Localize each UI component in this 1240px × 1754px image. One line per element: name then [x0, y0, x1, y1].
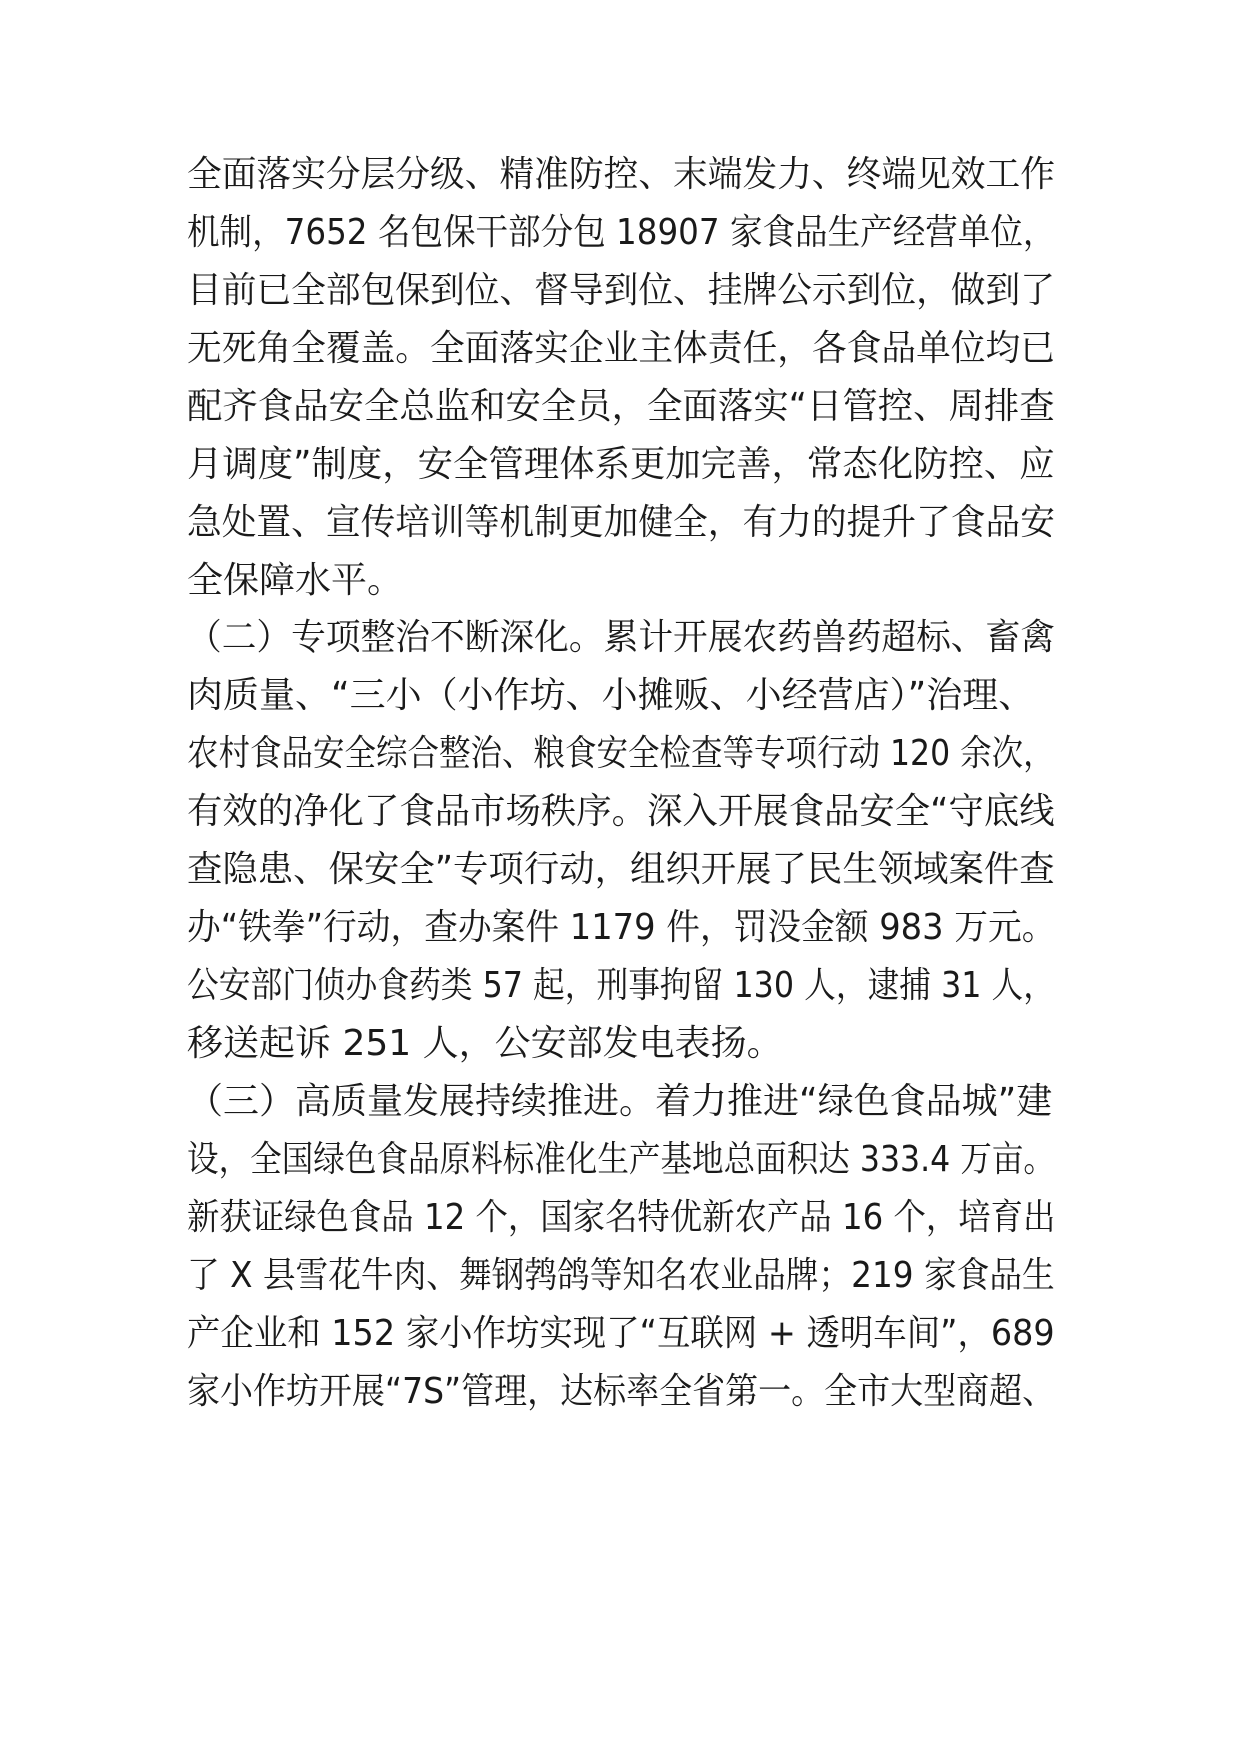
- text-line: 月调度”制度，安全管理体系更加完善，常态化防控、应: [187, 444, 1055, 485]
- text-line: 肉质量、“三小（小作坊、小摊贩、小经营店）”治理、: [187, 675, 1035, 716]
- text-line: 配齐食品安全总监和安全员，全面落实“日管控、周排查: [187, 386, 1055, 427]
- text-line: 办“铁拳”行动，查办案件 1179 件，罚没金额 983 万元。: [187, 907, 1056, 948]
- text-line: 查隐患、保安全”专项行动，组织开展了民生领域案件查: [187, 849, 1055, 890]
- section-heading-line: （二）专项整治不断深化。累计开展农药兽药超标、畜禽: [187, 617, 1055, 658]
- text-line: 农村食品安全综合整治、粮食安全检查等专项行动 120 余次，: [187, 733, 1055, 774]
- text-line: 公安部门侦办食药类 57 起，刑事拘留 130 人，逮捕 31 人，: [187, 965, 1055, 1006]
- text-line: 新获证绿色食品 12 个，国家名特优新农产品 16 个，培育出: [187, 1197, 1056, 1238]
- text-line: 全保障水平。: [187, 560, 404, 601]
- text-line: 设，全国绿色食品原料标准化生产基地总面积达 333.4 万亩。: [187, 1139, 1055, 1180]
- text-line: 全面落实分层分级、精准防控、末端发力、终端见效工作: [187, 154, 1055, 195]
- text-line: 目前已全部包保到位、督导到位、挂牌公示到位，做到了: [187, 270, 1055, 311]
- text-line: 急处置、宣传培训等机制更加健全，有力的提升了食品安: [187, 502, 1055, 543]
- text-line: 产企业和 152 家小作坊实现了“互联网 + 透明车间”，689: [187, 1313, 1055, 1354]
- text-line: 无死角全覆盖。全面落实企业主体责任，各食品单位均已: [187, 328, 1055, 369]
- text-line: 家小作坊开展“7S”管理，达标率全省第一。全市大型商超、: [187, 1371, 1056, 1412]
- text-line: 有效的净化了食品市场秩序。深入开展食品安全“守底线: [187, 791, 1055, 832]
- text-line: 了 X 县雪花牛肉、舞钢鹁鸽等知名农业品牌；219 家食品生: [187, 1255, 1055, 1296]
- text-line: 机制，7652 名包保干部分包 18907 家食品生产经营单位，: [187, 212, 1056, 253]
- section-heading-line: （三）高质量发展持续推进。着力推进“绿色食品城”建: [187, 1081, 1053, 1122]
- text-line: 移送起诉 251 人，公安部发电表扬。: [187, 1023, 783, 1064]
